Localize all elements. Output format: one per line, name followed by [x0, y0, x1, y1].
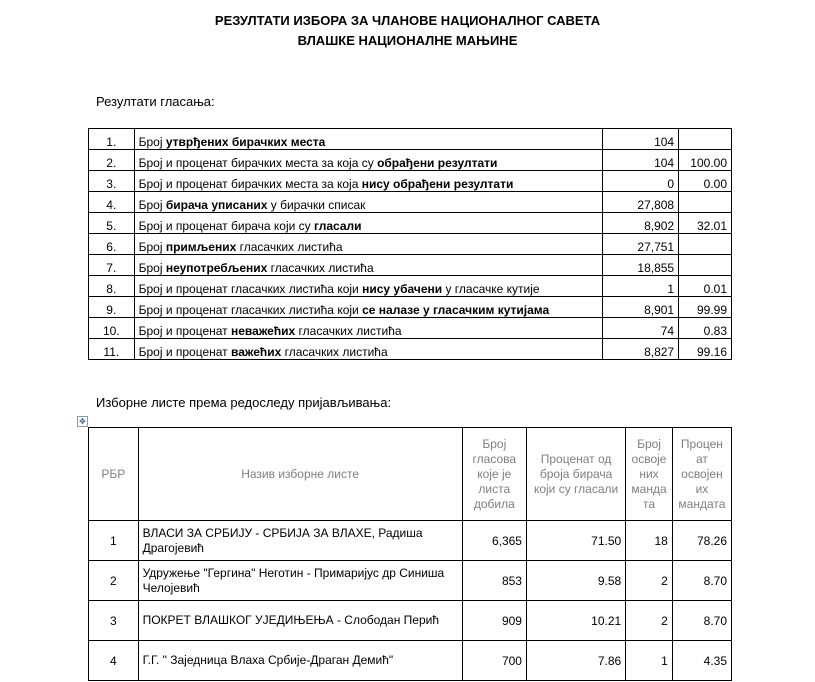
result-percent: 0.83 [679, 318, 732, 339]
result-label-text: Број [138, 198, 166, 212]
result-percent: 32.01 [679, 213, 732, 234]
result-row [89, 129, 732, 150]
result-number: 3. [89, 171, 135, 192]
result-value: 8,827 [602, 339, 678, 360]
list-mandates-percent: 78.26 [672, 521, 731, 561]
result-percent [679, 255, 732, 276]
list-name: Г.Г. " Заједница Влаха Србије-Драган Демић" [138, 641, 462, 681]
list-votes: 853 [462, 561, 526, 601]
result-label [134, 234, 602, 255]
result-label-text: гласачких листића [267, 261, 374, 275]
list-row [89, 521, 732, 561]
result-percent: 0.00 [679, 171, 732, 192]
list-mandates-percent: 4.35 [672, 641, 731, 681]
result-row [89, 192, 732, 213]
result-row [89, 171, 732, 192]
electoral-lists-heading: Изборне листе према редоследу пријављивања: [96, 395, 392, 410]
result-label-text: гласачких листића [281, 345, 388, 359]
lists-header-row [89, 428, 732, 521]
voting-results-heading: Резултати гласања: [96, 94, 215, 109]
result-label-text: Број и проценат [138, 345, 231, 359]
result-label-text: Број и проценат бирачких места за која су [138, 156, 378, 170]
list-mandates: 2 [626, 601, 673, 641]
list-votes-percent: 71.50 [526, 521, 625, 561]
result-row [89, 213, 732, 234]
list-votes: 909 [462, 601, 526, 641]
list-rbr: 2 [89, 561, 139, 601]
list-mandates: 2 [626, 561, 673, 601]
result-percent [679, 234, 732, 255]
result-row [89, 297, 732, 318]
result-label-text: Број [138, 240, 166, 254]
result-label [134, 318, 602, 339]
result-label-text: у бирачки списак [267, 198, 366, 212]
result-number: 6. [89, 234, 135, 255]
result-number: 1. [89, 129, 135, 150]
result-value: 74 [602, 318, 678, 339]
result-value: 27,751 [602, 234, 678, 255]
table-move-handle-icon[interactable]: ✥ [77, 416, 88, 427]
result-row [89, 234, 732, 255]
list-votes-percent: 10.21 [526, 601, 625, 641]
list-rbr: 1 [89, 521, 139, 561]
header-rbr: РБР [89, 428, 139, 521]
result-label [134, 129, 602, 150]
result-label-text: у гласачке кутије [442, 282, 540, 296]
result-label [134, 255, 602, 276]
list-mandates: 1 [626, 641, 673, 681]
result-percent: 100.00 [679, 150, 732, 171]
result-label [134, 276, 602, 297]
result-row [89, 318, 732, 339]
result-label-text: Број [138, 135, 166, 149]
result-value: 104 [602, 150, 678, 171]
result-label-text: Број и проценат бирача који су [138, 219, 315, 233]
result-label-text: Број и проценат гласачких листића који [138, 303, 363, 317]
result-label-text: Број и проценат гласачких листића који [138, 282, 363, 296]
result-number: 2. [89, 150, 135, 171]
header-mandates-percent: Процен ат освојен их мандата [672, 428, 731, 521]
result-value: 18,855 [602, 255, 678, 276]
result-label-bold: нису обрађени резултати [361, 177, 514, 191]
result-value: 1 [602, 276, 678, 297]
result-percent: 0.01 [679, 276, 732, 297]
result-label-text: гласачких листића [236, 240, 343, 254]
voting-results-table [88, 128, 732, 360]
header-mandates: Број освоје них манда та [626, 428, 673, 521]
result-label-text: Број [138, 261, 166, 275]
list-name: Удружење "Гергина" Неготин - Примаријус др Синиша Челојевић [138, 561, 462, 601]
header-votes-percent: Проценат од броја бирача који су гласали [526, 428, 625, 521]
electoral-lists-table [88, 427, 732, 681]
result-label-bold: неупотребљених [165, 261, 268, 275]
result-percent: 99.99 [679, 297, 732, 318]
list-row [89, 641, 732, 681]
result-label-bold: гласали [314, 219, 362, 233]
list-rbr: 4 [89, 641, 139, 681]
result-row [89, 255, 732, 276]
result-label-bold: важећих [231, 345, 282, 359]
header-votes: Број гласова које је листа добила [462, 428, 526, 521]
list-row [89, 601, 732, 641]
list-row [89, 561, 732, 601]
list-votes: 6,365 [462, 521, 526, 561]
result-label-bold: неважећих [231, 324, 296, 338]
result-label-text: гласачких листића [295, 324, 402, 338]
result-percent [679, 192, 732, 213]
result-value: 27,808 [602, 192, 678, 213]
result-row [89, 276, 732, 297]
result-label-bold: утврђених бирачких места [165, 135, 326, 149]
result-label-bold: примљених [165, 240, 237, 254]
result-percent [679, 129, 732, 150]
list-mandates-percent: 8.70 [672, 601, 731, 641]
result-value: 8,902 [602, 213, 678, 234]
result-label [134, 339, 602, 360]
result-label [134, 213, 602, 234]
list-votes: 700 [462, 641, 526, 681]
result-number: 9. [89, 297, 135, 318]
result-label [134, 150, 602, 171]
result-label [134, 171, 602, 192]
list-rbr: 3 [89, 601, 139, 641]
result-number: 11. [89, 339, 135, 360]
result-value: 0 [602, 171, 678, 192]
result-number: 7. [89, 255, 135, 276]
list-votes-percent: 7.86 [526, 641, 625, 681]
result-label [134, 297, 602, 318]
result-value: 104 [602, 129, 678, 150]
document-title-line1: РЕЗУЛТАТИ ИЗБОРА ЗА ЧЛАНОВЕ НАЦИОНАЛНОГ САВЕТА [214, 13, 601, 28]
result-row [89, 150, 732, 171]
document-title-line2: ВЛАШКЕ НАЦИОНАЛНЕ МАЊИНЕ [297, 33, 518, 48]
result-number: 10. [89, 318, 135, 339]
result-label-text: Број и проценат [138, 324, 231, 338]
list-mandates: 18 [626, 521, 673, 561]
header-list-name: Назив изборне листе [138, 428, 462, 521]
list-name: ВЛАСИ ЗА СРБИЈУ - СРБИЈА ЗА ВЛАХЕ, Радиша Драгојевић [138, 521, 462, 561]
result-row [89, 339, 732, 360]
result-number: 8. [89, 276, 135, 297]
result-value: 8,901 [602, 297, 678, 318]
list-votes-percent: 9.58 [526, 561, 625, 601]
result-label-bold: бирача уписаних [165, 198, 268, 212]
result-percent: 99.16 [679, 339, 732, 360]
list-mandates-percent: 8.70 [672, 561, 731, 601]
result-label-text: Број и проценат бирачких места за која [138, 177, 362, 191]
result-label-bold: се налазе у гласачким кутијама [362, 303, 550, 317]
result-number: 5. [89, 213, 135, 234]
result-number: 4. [89, 192, 135, 213]
list-name: ПОКРЕТ ВЛАШКОГ УЈЕДИЊЕЊА - Слободан Перић [138, 601, 462, 641]
result-label [134, 192, 602, 213]
result-label-bold: нису убачени [362, 282, 443, 296]
result-label-bold: обрађени резултати [377, 156, 498, 170]
